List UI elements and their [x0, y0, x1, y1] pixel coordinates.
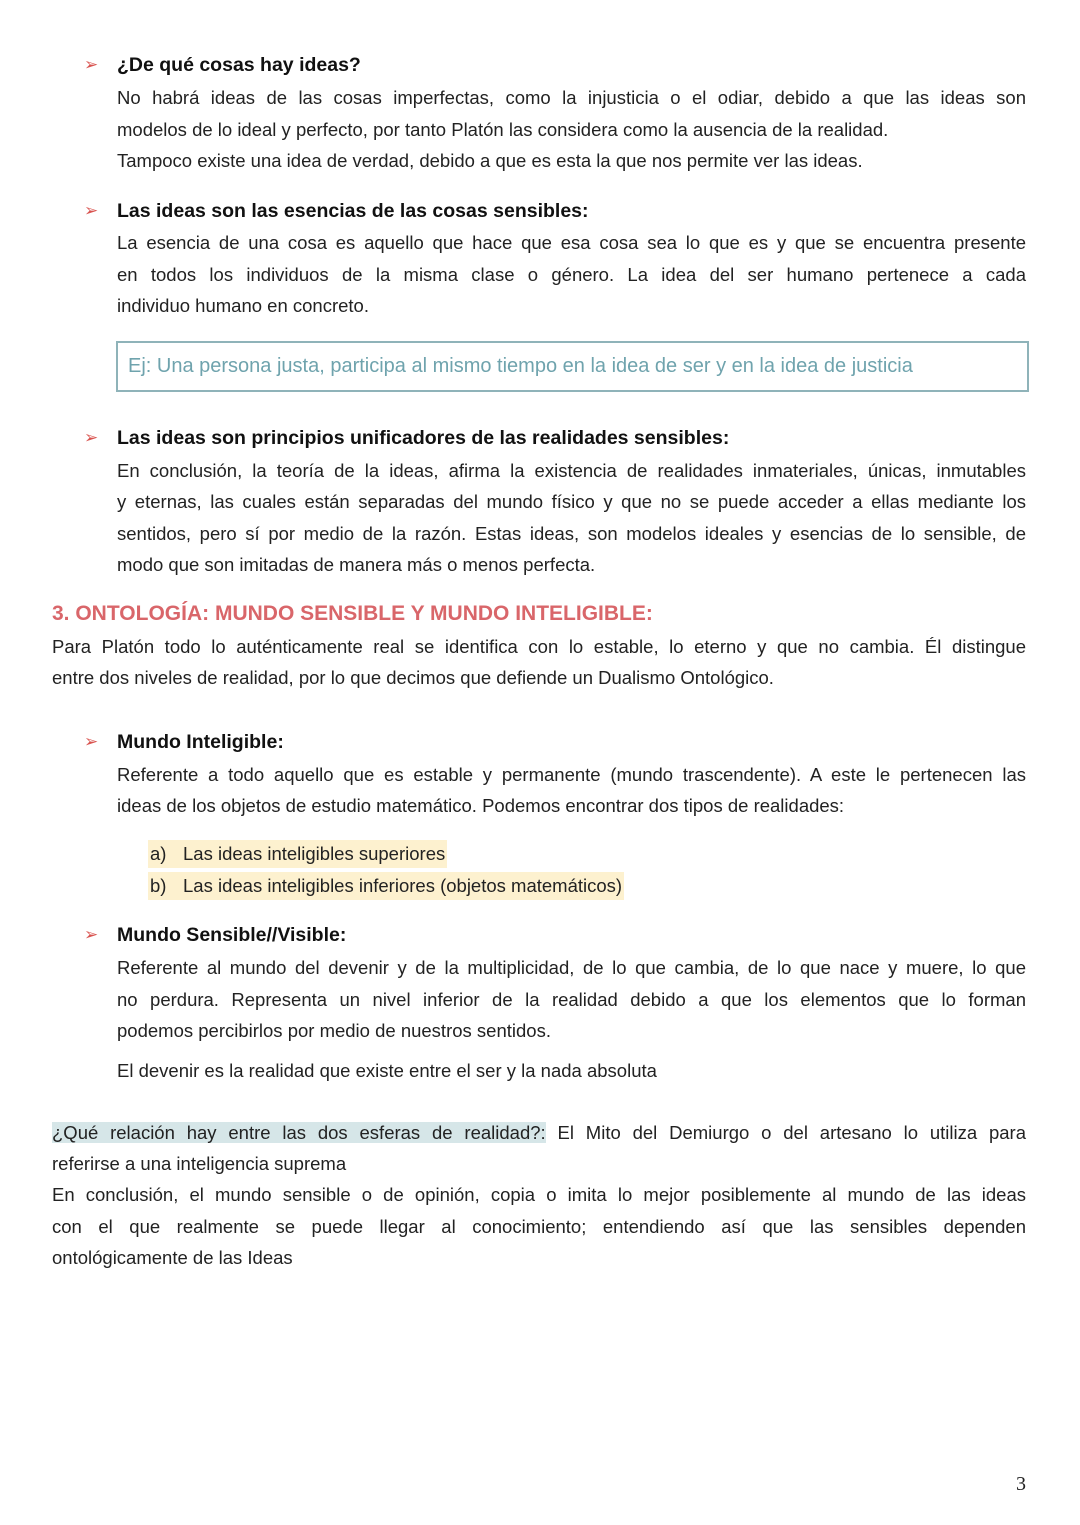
paragraph-line: sentidos, pero sí por medio de la razón. Estas ideas, son modelos ideales y esencias de lo sensible, de [117, 523, 1026, 544]
paragraph-line: y eternas, las cuales están separadas del mundo físico y que no se puede acceder a ellas mediante los [117, 491, 1026, 512]
paragraph-line: referirse a una inteligencia suprema [52, 1153, 347, 1174]
paragraph-line: con el que realmente se puede llegar al conocimiento; entendiendo así que las sensibles dependen [52, 1216, 1026, 1237]
highlighted-question: ¿Qué relación hay entre las dos esferas de realidad?: [52, 1122, 546, 1143]
paragraph-line: Referente al mundo del devenir y de la multiplicidad, de lo que cambia, de lo que nace y muere, lo que [117, 957, 1026, 978]
paragraph-line: Tampoco existe una idea de verdad, debido a que es esta la que nos permite ver las ideas. [117, 150, 863, 171]
devenir-note: El devenir es la realidad que existe entre el ser y la nada absoluta [117, 1060, 657, 1081]
paragraph-line: no perdura. Representa un nivel inferior de la realidad debido a que los elementos que lo forman [117, 989, 1026, 1010]
list-item [148, 840, 447, 868]
arrow-bullet-icon: ➢ [84, 201, 99, 220]
paragraph-line: Para Platón todo lo auténticamente real se identifica con lo estable, lo eterno y que no cambia. Él distingue [52, 636, 1026, 657]
heading-principios: Las ideas son principios unificadores de las realidades sensibles: [117, 427, 730, 449]
list-label: a) [150, 843, 167, 864]
paragraph-line: No habrá ideas de las cosas imperfectas, como la injusticia o el odiar, debido a que las ideas son [117, 87, 1026, 108]
paragraph-line: modo que son imitadas de manera más o menos perfecta. [117, 554, 596, 575]
paragraph-line: podemos percibirlos por medio de nuestros sentidos. [117, 1020, 551, 1041]
list-label: b) [150, 875, 167, 896]
heading-mundo-inteligible: Mundo Inteligible: [117, 731, 284, 753]
paragraph-line: La esencia de una cosa es aquello que hace que esa cosa sea lo que es y que se encuentra presente [117, 232, 1026, 253]
paragraph-line: entre dos niveles de realidad, por lo que decimos que defiende un Dualismo Ontológico. [52, 667, 774, 688]
example-box [116, 341, 1029, 392]
heading-esencias: Las ideas son las esencias de las cosas sensibles: [117, 200, 589, 222]
list-text: Las ideas inteligibles superiores [183, 843, 446, 864]
paragraph-line: individuo humano en concreto. [117, 295, 369, 316]
paragraph-line: ideas de los objetos de estudio matemático. Podemos encontrar dos tipos de realidades: [117, 795, 845, 816]
paragraph-line: ontológicamente de las Ideas [52, 1247, 293, 1268]
relation-line [52, 1120, 1026, 1146]
page-number: 3 [1016, 1473, 1026, 1495]
arrow-bullet-icon: ➢ [84, 428, 99, 447]
relation-answer: El Mito del Demiurgo o del artesano lo utiliza para [557, 1122, 1026, 1143]
paragraph-line: en todos los individuos de la misma clase o género. La idea del ser humano pertenece a cada [117, 264, 1026, 285]
paragraph-line: En conclusión, la teoría de la ideas, afirma la existencia de realidades inmateriales, únicas, inmutables [117, 460, 1026, 481]
arrow-bullet-icon: ➢ [84, 55, 99, 74]
arrow-bullet-icon: ➢ [84, 732, 99, 751]
heading-que-ideas: ¿De qué cosas hay ideas? [117, 54, 361, 76]
paragraph-line: modelos de lo ideal y perfecto, por tanto Platón las considera como la ausencia de la realidad. [117, 119, 889, 140]
heading-mundo-sensible: Mundo Sensible//Visible: [117, 924, 347, 946]
arrow-bullet-icon: ➢ [84, 925, 99, 944]
example-text: Ej: Una persona justa, participa al mismo tiempo en la idea de ser y en la idea de justicia [128, 355, 913, 377]
paragraph-line: Referente a todo aquello que es estable y permanente (mundo trascendente). A este le pertenecen las [117, 764, 1026, 785]
paragraph-line: En conclusión, el mundo sensible o de opinión, copia o imita lo mejor posiblemente al mundo de las ideas [52, 1184, 1026, 1205]
list-text: Las ideas inteligibles inferiores (objetos matemáticos) [183, 875, 623, 896]
list-item [148, 872, 624, 900]
section-title-ontologia: 3. ONTOLOGÍA: MUNDO SENSIBLE Y MUNDO INTELIGIBLE: [52, 602, 653, 625]
